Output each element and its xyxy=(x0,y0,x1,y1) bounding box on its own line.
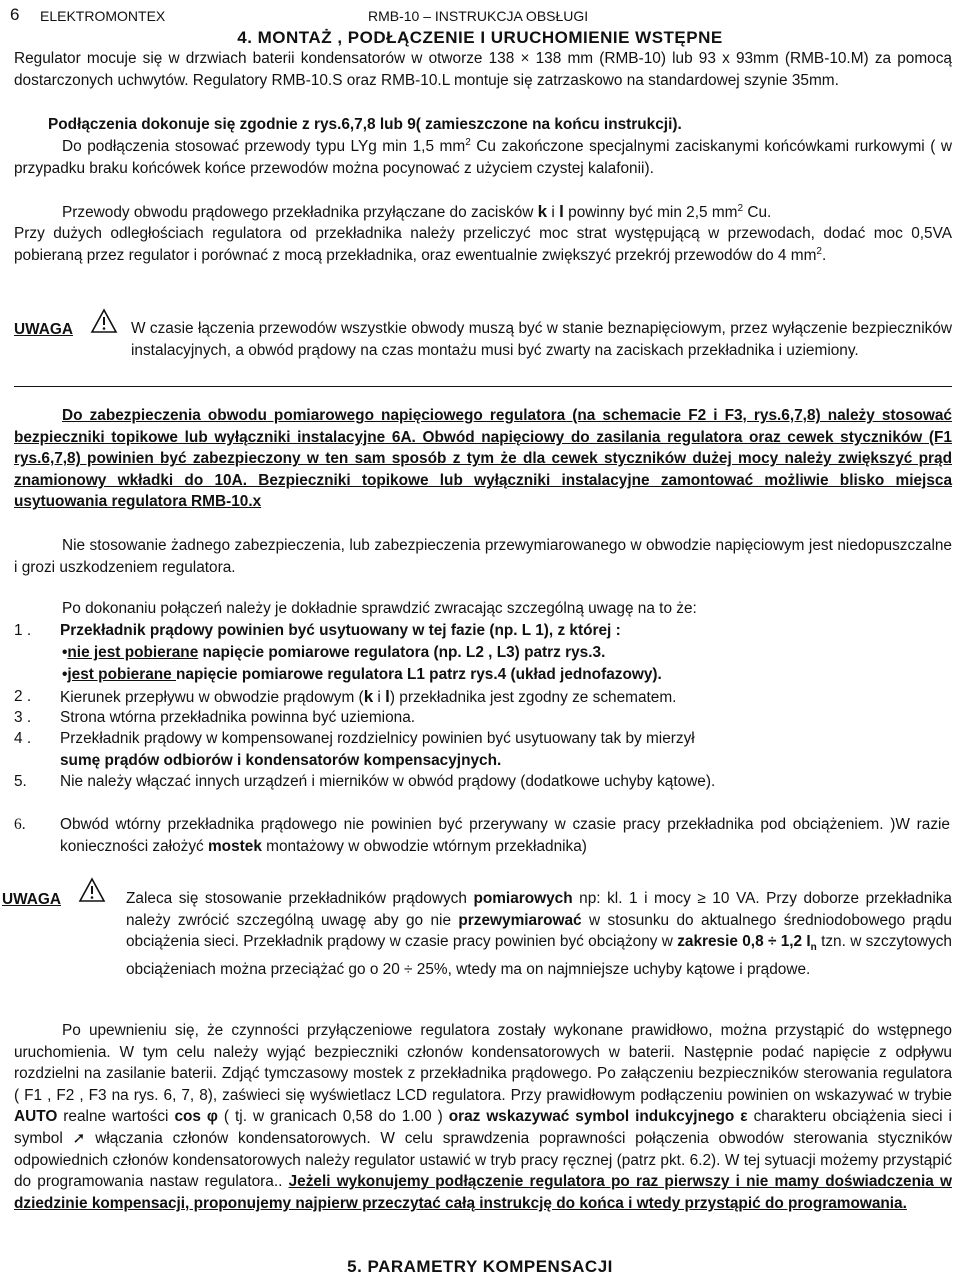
brand-name: ELEKTROMONTEX xyxy=(40,8,166,24)
page-number: 6 xyxy=(10,5,20,24)
wire-type-paragraph: Do podłączenia stosować przewody typu LYg min 1,5 $mm^2$ Cu zakończone specjalnymi zaciskanymi końcówkami rurkowymi ( w przypadku braku końcówek końce przewodów można pocynować z użyciem czystej kalafonii). xyxy=(14,136,952,177)
warning-text: Zaleca się stosowanie przekładników prądowych pomiarowych np: kl. 1 i mocy ≥ 10 VA. Przy doborze przekładnika należy zwrócić szczególną uwagę aby go nie przewymiarować w stosunku do aktualnego średniodobowego prądu obciążenia sieci. Przekładnik prądowy w czasie pracy powinien być obciążony w zakresie 0,8 ÷ 1,2 $I_n$ tzn. w szczytowych obciążeniach można przeciążać go o 20 ÷ 25%, wtedy ma on najmniejsze uchyby kątowe i prądowe. xyxy=(126,890,952,978)
list-item: Strona wtórna przekładnika powinna być uziemiona. xyxy=(60,709,416,726)
list-bullet: •jest pobierane napięcie pomiarowe regulatora L1 patrz rys.4 (układ jednofazowy). xyxy=(62,666,662,683)
list-item-number: 2 . xyxy=(14,688,32,705)
inductive-symbol-icon: ε xyxy=(740,1108,748,1126)
list-item-number: 4 . xyxy=(14,730,32,747)
list-item: Obwód wtórny przekładnika prądowego nie powinien być przerywany w czasie pracy przekładnika pod obciążeniem. )W razie konieczności założyć mostek montażowy w obwodzie wtórnym przekładnika) xyxy=(60,816,950,855)
list-item-number: 5. xyxy=(14,773,27,790)
connection-reference: Podłączenia dokonuje się zgodnie z rys.6,7,8 lub 9( zamieszczone na końcu instrukcji). xyxy=(48,116,682,133)
list-item-number: 3 . xyxy=(14,709,32,726)
fuse-warning: Nie stosowanie żadnego zabezpieczenia, lub zabezpieczenia przewymiarowanego w obwodzie napięciowym jest niedopuszczalne i grozi uszkodzeniem regulatora. xyxy=(14,537,952,576)
section-5-title: 5. PARAMETRY KOMPENSACJI xyxy=(347,1257,613,1276)
list-item-number: 6. xyxy=(14,816,26,833)
startup-paragraph: Po upewnieniu się, że czynności przyłączeniowe regulatora zostały wykonane prawidłowo, można przystąpić do wstępnego uruchomienia. W tym celu należy wyjąć bezpieczniki członów kondensatorowych w baterii. Następnie podać napięcie z odpływu rozdzielni na zasilanie baterii. Zdjąć tymczasowy mostek z przekładnika prądowego. Po załączeniu bezpieczników sterowania regulatora ( F1 , F2 , F3 na rys. 6, 7, 8), zaświeci się wyświetlacz LCD regulatora. Przy prawidłowym podłączeniu powinien on wskazywać w trybie AUTO realne wartości cos φ ( tj. w granicach 0,58 do 1.00 ) oraz wskazywać symbol indukcyjnego ε charakteru obciążenia sieci i symbol ➚ włączania członów kondensatorowych. W celu sprawdzenia poprawności połączenia obwodów sterowania styczników odpowiednich członów kondensatorowych należy regulator ustawić w tryb pracy ręcznej (patrz pkt. 6.2). W tej sytuacji możemy przystąpić do programowania nastaw regulatora.. Jeżeli wykonujemy podłączenie regulatora po raz pierwszy i nie mamy doświadczenia w dziedzinie kompensacji, proponujemy najpierw przeczytać całą instrukcję do końca i wtedy przystąpić do programowania. xyxy=(14,1022,952,1212)
warning-triangle-icon xyxy=(90,308,118,341)
divider xyxy=(14,386,952,387)
list-bullet: •nie jest pobierane napięcie pomiarowe regulatora (np. L2 , L3) patrz rys.3. xyxy=(62,644,606,661)
list-item: Nie należy włączać innych urządzeń i mierników w obwód prądowy (dodatkowe uchyby kątowe). xyxy=(60,773,716,790)
manual-title: RMB-10 – INSTRUKCJA OBSŁUGI xyxy=(368,8,589,24)
capacitor-switch-arrow-icon: ➚ xyxy=(72,1129,86,1147)
list-item: Kierunek przepływu w obwodzie prądowym (k i l) przekładnika jest zgodny ze schematem. xyxy=(60,687,677,706)
mounting-paragraph: Regulator mocuje się w drzwiach baterii kondensatorów w otworze 138 × 138 mm (RMB-10) lub 93 x 93mm (RMB-10.M) za pomocą dostarczonych uchwytów. Regulatory RMB-10.S oraz RMB-10.L montuje się zatrzaskowo na standardowej szynie 35mm. xyxy=(14,50,952,89)
list-item-number: 1 . xyxy=(14,622,32,639)
list-item: Przekładnik prądowy powinien być usytuowany w tej fazie (np. L 1), z której : xyxy=(60,622,621,639)
power-loss-paragraph: Przy dużych odległościach regulatora od przekładnika należy przeliczyć moc strat występującą w przewodach, dodać moc 0,5VA pobieraną przez regulator i porównać z mocą przekładnika, oraz ewentualnie zwiększyć przekrój przewodów do 4 $mm^2$. xyxy=(14,225,952,264)
warning-triangle-icon xyxy=(78,877,106,910)
checklist-intro: Po dokonaniu połączeń należy je dokładnie sprawdzić zwracając szczególną uwagę na to że: xyxy=(62,600,697,617)
section-4-title: 4. MONTAŻ , PODŁĄCZENIE I URUCHOMIENIE WSTĘPNE xyxy=(237,28,723,47)
warning-label: UWAGA xyxy=(14,321,73,338)
page-header xyxy=(10,4,950,26)
list-item: Przekładnik prądowy w kompensowanej rozdzielnicy powinien być usytuowany tak by mierzył sumę prądów odbiorów i kondensatorów kompensacyjnych. xyxy=(60,730,695,769)
current-wire-paragraph: Przewody obwodu prądowego przekładnika przyłączane do zacisków k i l powinny być min 2,5 $mm^2$ Cu. xyxy=(62,202,772,221)
warning-label: UWAGA xyxy=(2,891,61,908)
fuse-requirements: Do zabezpieczenia obwodu pomiarowego napięciowego regulatora (na schemacie F2 i F3, rys.6,7,8) należy stosować bezpieczniki topikowe lub wyłączniki instalacyjne 6A. Obwód napięciowy do zasilania regulatora oraz cewek styczników (F1 rys.6,7,8) powinien być zabezpieczony w ten sam sposób z tym że dla cewek styczników dużej mocy należy zwiększyć prąd znamionowy wkładki do 10A. Bezpieczniki topikowe lub wyłączniki instalacyjne zamontować możliwie blisko miejsca usytuowania regulatora RMB-10.x xyxy=(14,407,952,511)
warning-text: W czasie łączenia przewodów wszystkie obwody muszą być w stanie beznapięciowym, przez wyłączenie bezpieczników instalacyjnych, a obwód prądowy na czas montażu musi być zwarty na zaciskach przekładnika i uziemiony. xyxy=(131,320,952,359)
